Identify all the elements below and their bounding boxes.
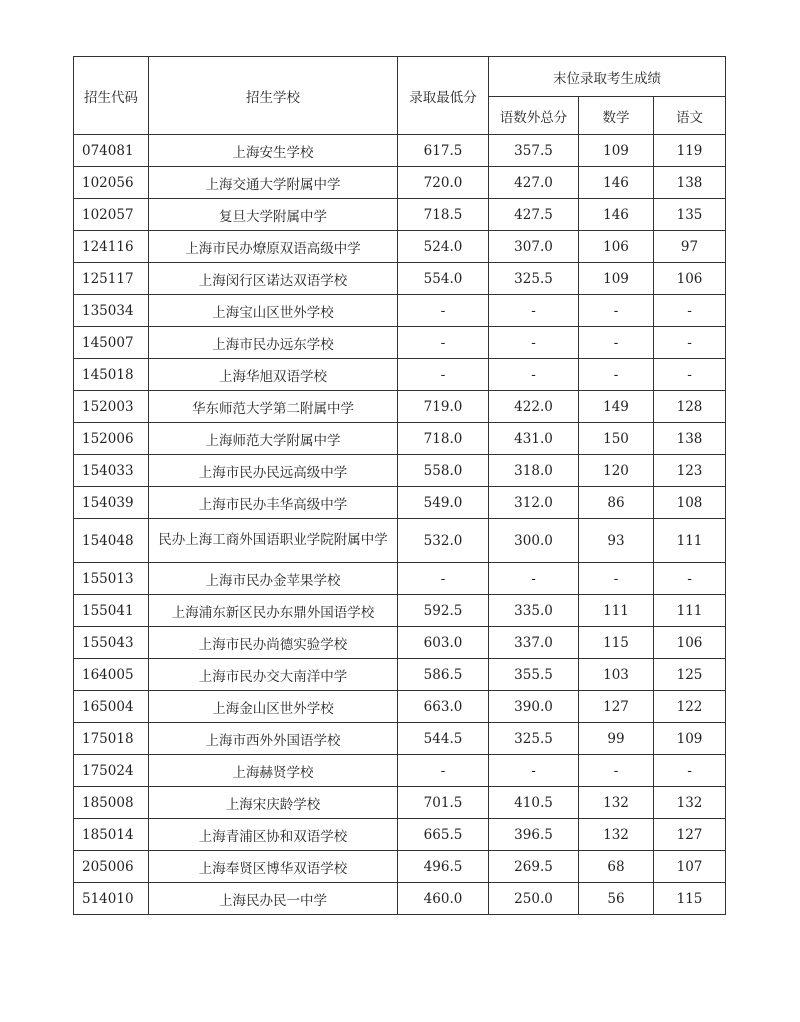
cell-total3: 427.0 xyxy=(489,167,579,199)
cell-school: 上海市民办燎原双语高级中学 xyxy=(149,231,398,263)
cell-chinese: 97 xyxy=(654,231,726,263)
cell-total3: 357.5 xyxy=(489,135,579,167)
cell-min-score: 586.5 xyxy=(398,659,489,691)
cell-min-score: 554.0 xyxy=(398,263,489,295)
cell-total3: 325.5 xyxy=(489,723,579,755)
header-chinese: 语文 xyxy=(654,97,726,135)
table-row xyxy=(74,819,726,851)
cell-min-score: 549.0 xyxy=(398,487,489,519)
cell-math: 132 xyxy=(579,819,654,851)
cell-school: 上海市民办远东学校 xyxy=(149,327,398,359)
table-row xyxy=(74,359,726,391)
cell-school: 上海民办民一中学 xyxy=(149,883,398,915)
cell-min-score: 603.0 xyxy=(398,627,489,659)
cell-school: 上海市民办尚德实验学校 xyxy=(149,627,398,659)
cell-school: 上海市民办民远高级中学 xyxy=(149,455,398,487)
cell-min-score: 524.0 xyxy=(398,231,489,263)
cell-chinese: 108 xyxy=(654,487,726,519)
cell-school: 复旦大学附属中学 xyxy=(149,199,398,231)
cell-code: 135034 xyxy=(74,295,149,327)
cell-min-score: 720.0 xyxy=(398,167,489,199)
cell-total3: 355.5 xyxy=(489,659,579,691)
cell-math: 68 xyxy=(579,851,654,883)
cell-school: 上海交通大学附属中学 xyxy=(149,167,398,199)
cell-code: 154039 xyxy=(74,487,149,519)
cell-code: 152003 xyxy=(74,391,149,423)
cell-total3: 427.5 xyxy=(489,199,579,231)
cell-min-score: 460.0 xyxy=(398,883,489,915)
cell-min-score: - xyxy=(398,295,489,327)
cell-total3: 422.0 xyxy=(489,391,579,423)
cell-code: 155013 xyxy=(74,563,149,595)
cell-school: 上海市民办交大南洋中学 xyxy=(149,659,398,691)
cell-school: 上海华旭双语学校 xyxy=(149,359,398,391)
cell-chinese: 111 xyxy=(654,595,726,627)
cell-math: 93 xyxy=(579,519,654,563)
cell-math: 111 xyxy=(579,595,654,627)
header-total3: 语数外总分 xyxy=(489,97,579,135)
cell-code: 175024 xyxy=(74,755,149,787)
cell-total3: - xyxy=(489,295,579,327)
cell-code: 514010 xyxy=(74,883,149,915)
cell-chinese: 138 xyxy=(654,167,726,199)
cell-total3: 396.5 xyxy=(489,819,579,851)
cell-math: 103 xyxy=(579,659,654,691)
header-math: 数学 xyxy=(579,97,654,135)
cell-code: 152006 xyxy=(74,423,149,455)
cell-min-score: 718.5 xyxy=(398,199,489,231)
cell-chinese: 123 xyxy=(654,455,726,487)
cell-min-score: - xyxy=(398,563,489,595)
cell-chinese: 128 xyxy=(654,391,726,423)
cell-math: 99 xyxy=(579,723,654,755)
cell-total3: 300.0 xyxy=(489,519,579,563)
cell-chinese: - xyxy=(654,755,726,787)
table-row xyxy=(74,391,726,423)
cell-math: 146 xyxy=(579,167,654,199)
cell-code: 154033 xyxy=(74,455,149,487)
table-row xyxy=(74,627,726,659)
cell-code: 155043 xyxy=(74,627,149,659)
cell-code: 154048 xyxy=(74,519,149,563)
cell-min-score: 592.5 xyxy=(398,595,489,627)
cell-min-score: 544.5 xyxy=(398,723,489,755)
cell-math: 150 xyxy=(579,423,654,455)
cell-school: 上海宋庆龄学校 xyxy=(149,787,398,819)
cell-chinese: - xyxy=(654,327,726,359)
cell-min-score: 558.0 xyxy=(398,455,489,487)
cell-chinese: 106 xyxy=(654,263,726,295)
cell-code: 102056 xyxy=(74,167,149,199)
cell-chinese: 106 xyxy=(654,627,726,659)
header-code: 招生代码 xyxy=(74,57,149,135)
cell-min-score: - xyxy=(398,327,489,359)
cell-min-score: - xyxy=(398,359,489,391)
cell-chinese: 115 xyxy=(654,883,726,915)
cell-chinese: - xyxy=(654,295,726,327)
cell-school: 上海市西外外国语学校 xyxy=(149,723,398,755)
cell-school: 上海赫贤学校 xyxy=(149,755,398,787)
cell-math: 109 xyxy=(579,263,654,295)
cell-chinese: 107 xyxy=(654,851,726,883)
cell-school: 民办上海工商外国语职业学院附属中学 xyxy=(149,519,398,563)
header-last-admitted-scores: 末位录取考生成绩 xyxy=(489,57,726,97)
header-school: 招生学校 xyxy=(149,57,398,135)
cell-chinese: 119 xyxy=(654,135,726,167)
cell-min-score: 665.5 xyxy=(398,819,489,851)
cell-chinese: 122 xyxy=(654,691,726,723)
cell-math: - xyxy=(579,755,654,787)
cell-chinese: 132 xyxy=(654,787,726,819)
cell-school: 上海金山区世外学校 xyxy=(149,691,398,723)
cell-math: 146 xyxy=(579,199,654,231)
cell-chinese: - xyxy=(654,359,726,391)
cell-school: 上海市民办金苹果学校 xyxy=(149,563,398,595)
cell-school: 上海闵行区诺达双语学校 xyxy=(149,263,398,295)
cell-math: - xyxy=(579,295,654,327)
cell-chinese: 135 xyxy=(654,199,726,231)
table-row xyxy=(74,851,726,883)
cell-total3: 431.0 xyxy=(489,423,579,455)
table-row xyxy=(74,691,726,723)
cell-school: 上海青浦区协和双语学校 xyxy=(149,819,398,851)
cell-total3: 410.5 xyxy=(489,787,579,819)
cell-min-score: 663.0 xyxy=(398,691,489,723)
cell-school: 上海师范大学附属中学 xyxy=(149,423,398,455)
cell-math: 86 xyxy=(579,487,654,519)
table-row xyxy=(74,723,726,755)
cell-code: 155041 xyxy=(74,595,149,627)
cell-math: - xyxy=(579,563,654,595)
cell-math: - xyxy=(579,359,654,391)
cell-total3: - xyxy=(489,755,579,787)
cell-total3: 337.0 xyxy=(489,627,579,659)
table-row xyxy=(74,595,726,627)
cell-chinese: - xyxy=(654,563,726,595)
table-row xyxy=(74,423,726,455)
cell-math: 56 xyxy=(579,883,654,915)
cell-chinese: 127 xyxy=(654,819,726,851)
cell-code: 125117 xyxy=(74,263,149,295)
cell-chinese: 111 xyxy=(654,519,726,563)
cell-total3: 318.0 xyxy=(489,455,579,487)
table-row xyxy=(74,327,726,359)
table-row xyxy=(74,295,726,327)
cell-total3: 307.0 xyxy=(489,231,579,263)
cell-code: 124116 xyxy=(74,231,149,263)
cell-math: 127 xyxy=(579,691,654,723)
cell-code: 185008 xyxy=(74,787,149,819)
cell-math: 115 xyxy=(579,627,654,659)
table-row xyxy=(74,787,726,819)
cell-chinese: 138 xyxy=(654,423,726,455)
cell-code: 145007 xyxy=(74,327,149,359)
table-row xyxy=(74,659,726,691)
table-row xyxy=(74,519,726,563)
cell-total3: 335.0 xyxy=(489,595,579,627)
cell-code: 164005 xyxy=(74,659,149,691)
cell-min-score: - xyxy=(398,755,489,787)
table-row xyxy=(74,883,726,915)
cell-school: 华东师范大学第二附属中学 xyxy=(149,391,398,423)
cell-total3: 269.5 xyxy=(489,851,579,883)
cell-math: - xyxy=(579,327,654,359)
table-body xyxy=(74,135,726,915)
cell-code: 102057 xyxy=(74,199,149,231)
cell-code: 074081 xyxy=(74,135,149,167)
cell-min-score: 617.5 xyxy=(398,135,489,167)
cell-math: 132 xyxy=(579,787,654,819)
cell-code: 185014 xyxy=(74,819,149,851)
admission-score-table xyxy=(73,56,726,915)
cell-math: 109 xyxy=(579,135,654,167)
cell-school: 上海宝山区世外学校 xyxy=(149,295,398,327)
cell-code: 175018 xyxy=(74,723,149,755)
table-row xyxy=(74,487,726,519)
table-row xyxy=(74,563,726,595)
cell-total3: 325.5 xyxy=(489,263,579,295)
cell-total3: - xyxy=(489,327,579,359)
cell-code: 205006 xyxy=(74,851,149,883)
header-min-score: 录取最低分 xyxy=(398,57,489,135)
cell-chinese: 109 xyxy=(654,723,726,755)
table-row xyxy=(74,135,726,167)
cell-math: 120 xyxy=(579,455,654,487)
table-row xyxy=(74,231,726,263)
table-row xyxy=(74,167,726,199)
cell-chinese: 125 xyxy=(654,659,726,691)
cell-math: 149 xyxy=(579,391,654,423)
cell-school: 上海安生学校 xyxy=(149,135,398,167)
cell-min-score: 719.0 xyxy=(398,391,489,423)
table-row xyxy=(74,199,726,231)
cell-school: 上海浦东新区民办东鼎外国语学校 xyxy=(149,595,398,627)
cell-code: 145018 xyxy=(74,359,149,391)
cell-total3: 250.0 xyxy=(489,883,579,915)
cell-total3: 312.0 xyxy=(489,487,579,519)
cell-school: 上海市民办丰华高级中学 xyxy=(149,487,398,519)
table-row xyxy=(74,455,726,487)
cell-min-score: 496.5 xyxy=(398,851,489,883)
cell-math: 106 xyxy=(579,231,654,263)
cell-code: 165004 xyxy=(74,691,149,723)
cell-school: 上海奉贤区博华双语学校 xyxy=(149,851,398,883)
cell-total3: - xyxy=(489,563,579,595)
table-row xyxy=(74,755,726,787)
cell-min-score: 718.0 xyxy=(398,423,489,455)
cell-total3: - xyxy=(489,359,579,391)
table-row xyxy=(74,263,726,295)
cell-min-score: 701.5 xyxy=(398,787,489,819)
cell-total3: 390.0 xyxy=(489,691,579,723)
cell-min-score: 532.0 xyxy=(398,519,489,563)
